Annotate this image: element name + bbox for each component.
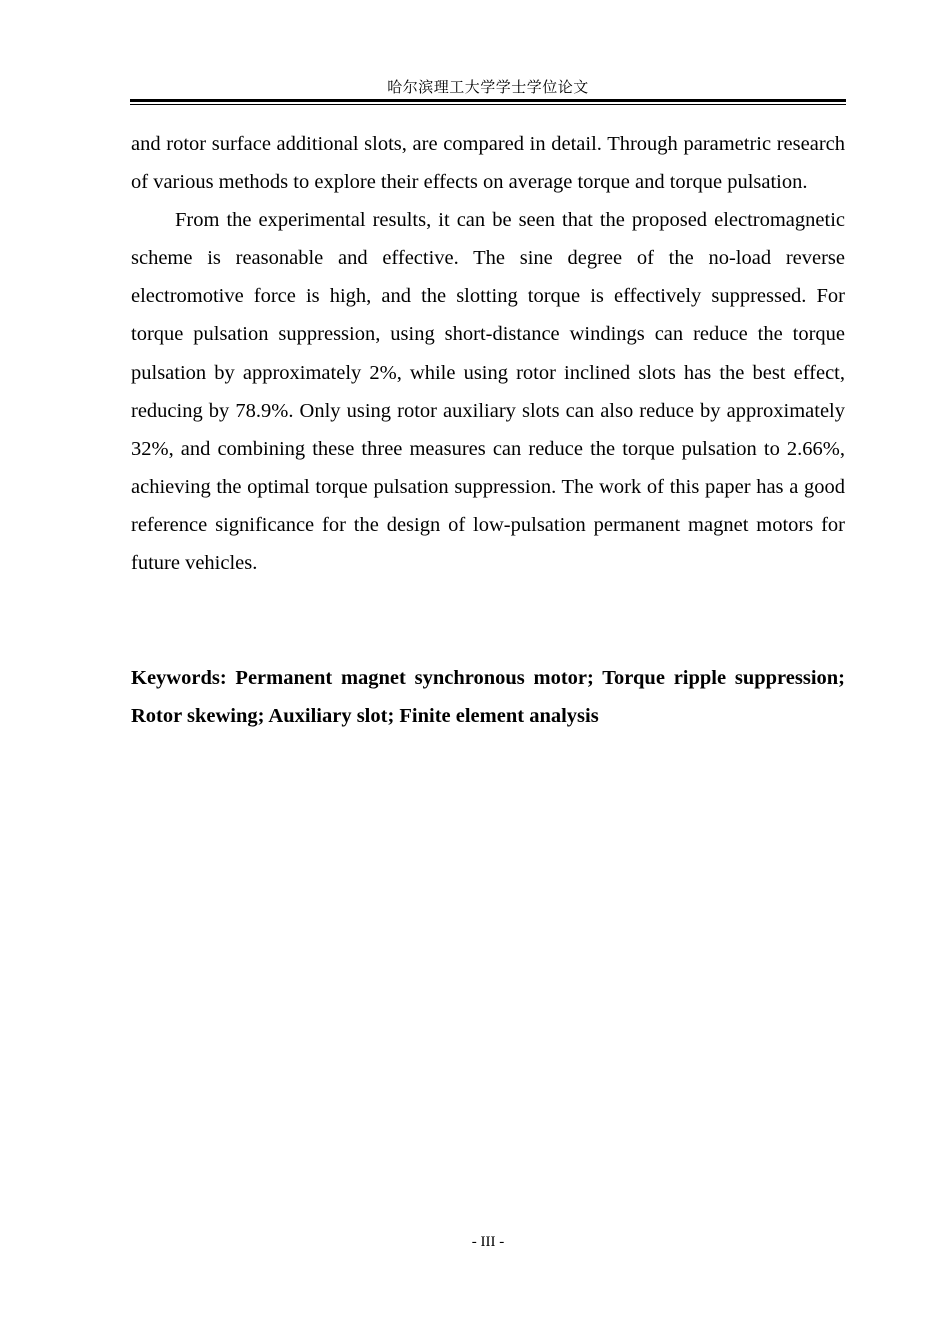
keywords: Keywords: Permanent magnet synchronous motor; Torque ripple suppression; Rotor skewing; Auxiliary slot; Finite element analysis	[131, 667, 845, 728]
abstract-body	[131, 125, 845, 582]
abstract-paragraph-2: From the experimental results, it can be seen that the proposed electromagnetic scheme is reasonable and effective. The sine degree of the no-load reverse electromotive force is high, and the slotting torque is effectively suppressed. For torque pulsation suppression, using short-distance windings can reduce the torque pulsation by approximately 2%, while using rotor inclined slots has the best effect, reducing by 78.9%. Only using rotor auxiliary slots can also reduce by approximately 32%, and combining these three measures can reduce the torque pulsation to 2.66%, achieving the optimal torque pulsation suppression. The work of this paper has a good reference significance for the design of low-pulsation permanent magnet motors for future vehicles.	[131, 209, 845, 575]
page-header: 哈尔滨理工大学学士学位论文	[387, 80, 589, 96]
abstract-paragraph-1: and rotor surface additional slots, are compared in detail. Through parametric research of various methods to explore their effects on average torque and torque pulsation.	[131, 133, 845, 194]
header-rule-thin	[130, 104, 846, 105]
header-rule-thick	[130, 99, 846, 102]
page-number: - III -	[471, 1234, 505, 1250]
